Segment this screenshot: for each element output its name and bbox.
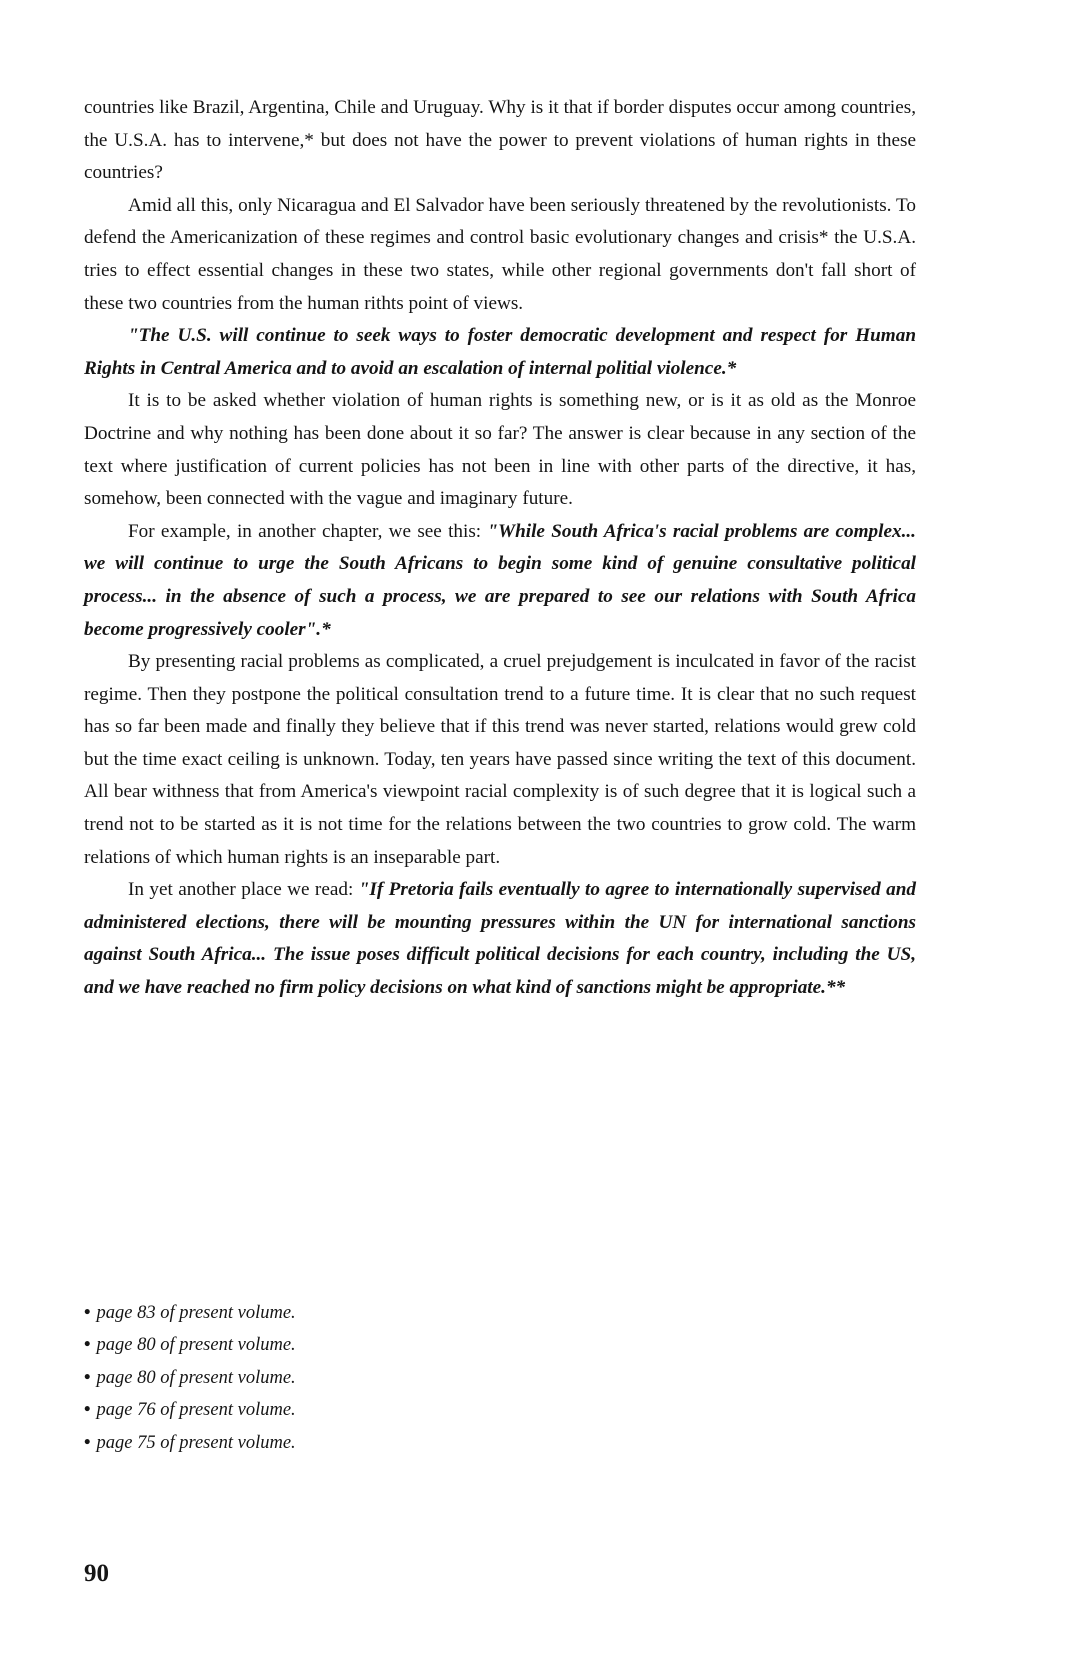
footnote-text: page 76 of present volume. [96, 1400, 296, 1421]
footnote-bullet: • [84, 1400, 91, 1421]
footnote [84, 1362, 684, 1394]
paragraph-7-lead: In yet another place we read: [128, 879, 359, 901]
footnote-text: page 75 of present volume. [96, 1432, 296, 1453]
paragraph-5 [84, 516, 916, 646]
footnote-bullet: • [84, 1335, 91, 1356]
footnotes [84, 1297, 684, 1459]
footnote-text: page 80 of present volume. [96, 1335, 296, 1356]
footnote-text: page 83 of present volume. [96, 1303, 296, 1323]
paragraph-7-quote: "If Pretoria fails eventually to agree to internationally supervised and administered elections, there will be mounting pressures within the UN for international sanctions against South Africa... The issue poses difficult political decisions for each country, including the US, and we have reached no firm policy decisions on what kind of sanctions might be appropriate.** [84, 879, 917, 999]
paragraph-5-lead: For example, in another chapter, we see this: [128, 520, 488, 542]
footnote [84, 1394, 684, 1426]
footnote [84, 1427, 684, 1459]
paragraph-1: countries like Brazil, Argentina, Chile and Uruguay. Why is it that if border disputes occur among countries, the U.S.A. has to intervene,* but does not have the power to prevent violations of human rights in these countries? [84, 97, 916, 184]
paragraph-7 [84, 874, 916, 1004]
body-text [84, 92, 916, 1005]
paragraph-6: By presenting racial problems as complicated, a cruel prejudgement is inculcated in favor of the racist regime. Then they postpone the political consultation trend to a future time. It is clear that no such request has so far been made and finally they believe that if this trend was never started, relations would grew cold but the time exact ceiling is unknown. Today, ten years have passed since writing the text of this document. All bear withness that from America's viewpoint racial complexity is of such degree that it is logical such a trend not to be started as it is not time for the relations between the two countries to grow cold. The warm relations of which human rights is an inseparable part. [84, 651, 916, 868]
paragraph-3-quote: "The U.S. will continue to seek ways to foster democratic development and respect for Human Rights in Central America and to avoid an escalation of internal politial violence.* [84, 325, 916, 379]
footnote-bullet: • [84, 1432, 91, 1453]
paragraph-5-quote: "While South Africa's racial problems are complex... we will continue to urge the South Africans to begin some kind of genuine consultative political process... in the absence of such a process, we are prepared to see our relations with South Africa become progressively cooler".* [84, 520, 916, 640]
paragraph-4: It is to be asked whether violation of human rights is something new, or is it as old as the Monroe Doctrine and why nothing has been done about it so far? The answer is clear because in any section of the text where justification of current policies has not been in line with other parts of the directive, it has, somehow, been connected with the vague and imaginary future. [84, 390, 916, 510]
footnote [84, 1297, 684, 1329]
footnote [84, 1329, 684, 1361]
paragraph-2: Amid all this, only Nicaragua and El Salvador have been seriously threatened by the revolutionists. To defend the Americanization of these regimes and control basic evolutionary changes and crisis* the U.S.A. tries to effect essential changes in these two states, while other regional governments don't fall short of these two countries from the human rithts point of views. [84, 194, 916, 314]
footnote-text: page 80 of present volume. [96, 1367, 296, 1388]
footnote-bullet: • [84, 1367, 91, 1388]
footnote-bullet: • [84, 1303, 91, 1323]
page-number: 90 [84, 1560, 109, 1587]
